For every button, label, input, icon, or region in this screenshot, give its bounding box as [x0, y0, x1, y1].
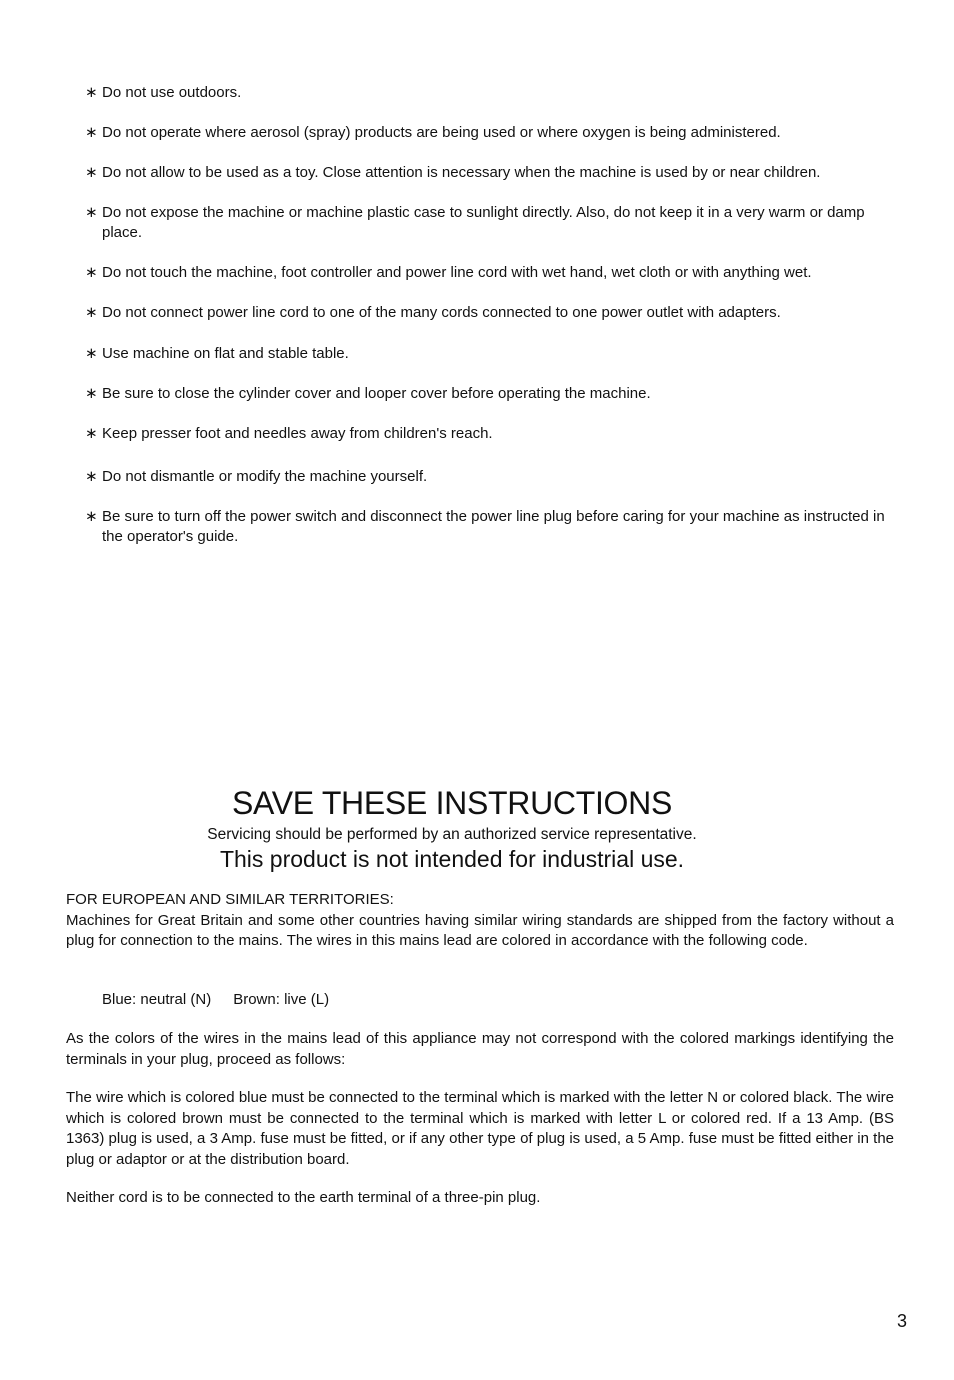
safety-bullet-text: Do not connect power line cord to one of the many cords connected to one power outlet with adapters.	[102, 304, 781, 321]
earth-terminal-paragraph: Neither cord is to be connected to the earth terminal of a three-pin plug.	[66, 1189, 541, 1206]
wiring-instructions-paragraph: The wire which is colored blue must be connected to the terminal which is marked with the letter N or colored black. The wire which is colored brown must be connected to the terminal which is marked with letter L or colored red. If a 13 Amp. (BS 1363) plug is used, a 3 Amp. fuse must be fitted, or if any other type of plug is used, a 5 Amp. fuse must be fitted either in the plug or adaptor or at the distribution board.	[66, 1089, 894, 1168]
servicing-note: Servicing should be performed by an authorized service representative.	[207, 826, 697, 843]
blue-wire-code: Blue: neutral (N)	[102, 991, 212, 1008]
safety-bullet-text: Do not operate where aerosol (spray) products are being used or where oxygen is being administered.	[102, 124, 781, 141]
safety-bullet-text: Do not dismantle or modify the machine yourself.	[102, 468, 428, 485]
safety-bullet-text: Do not use outdoors.	[102, 84, 242, 101]
safety-bullet	[85, 467, 900, 487]
brown-wire-code: Brown: live (L)	[233, 991, 330, 1008]
asterisk-icon: ∗	[85, 124, 98, 141]
asterisk-icon: ∗	[85, 508, 98, 525]
safety-bullet-text: Be sure to turn off the power switch and disconnect the power line plug before caring for your machine as instructed in the operator's guide.	[102, 508, 885, 545]
safety-bullet	[85, 263, 900, 283]
asterisk-icon: ∗	[85, 345, 98, 362]
save-instructions-heading: SAVE THESE INSTRUCTIONS	[232, 785, 672, 821]
european-territories-section	[66, 890, 894, 952]
european-intro-paragraph: Machines for Great Britain and some other countries having similar wiring standards are shipped from the factory without a plug for connection to the mains. The wires in this mains lead are colored in accordance with the following code.	[66, 911, 894, 949]
safety-bullet	[85, 123, 900, 143]
european-territories-heading: FOR EUROPEAN AND SIMILAR TERRITORIES:	[66, 891, 394, 908]
safety-bullet	[85, 83, 900, 103]
page-number: 3	[897, 1311, 908, 1331]
safety-bullet-text: Do not touch the machine, foot controller and power line cord with wet hand, wet cloth or with anything wet.	[102, 264, 812, 281]
asterisk-icon: ∗	[85, 164, 98, 181]
safety-bullet-text: Be sure to close the cylinder cover and looper cover before operating the machine.	[102, 385, 651, 402]
wire-color-code	[102, 990, 329, 1010]
colors-note-paragraph: As the colors of the wires in the mains lead of this appliance may not correspond with the colored markings identifying the terminals in your plug, proceed as follows:	[66, 1030, 894, 1068]
safety-bullet-text: Do not expose the machine or machine plastic case to sunlight directly. Also, do not keep it in a very warm or damp place.	[102, 204, 865, 241]
safety-bullet-text: Do not allow to be used as a toy. Close attention is necessary when the machine is used by or near children.	[102, 164, 821, 181]
safety-bullet-text: Keep presser foot and needles away from children's reach.	[102, 425, 493, 442]
safety-bullet	[85, 303, 900, 323]
safety-bullet-text: Use machine on flat and stable table.	[102, 345, 349, 362]
industrial-use-note: This product is not intended for industrial use.	[219, 846, 685, 872]
asterisk-icon: ∗	[85, 304, 98, 321]
asterisk-icon: ∗	[85, 425, 98, 442]
asterisk-icon: ∗	[85, 264, 98, 281]
safety-bullet	[85, 163, 900, 183]
safety-bullet	[85, 203, 900, 243]
safety-bullet-list	[85, 83, 900, 547]
safety-bullet	[85, 424, 900, 444]
safety-bullet	[85, 384, 900, 404]
safety-bullet	[85, 344, 900, 364]
safety-bullet	[85, 507, 900, 547]
asterisk-icon: ∗	[85, 385, 98, 402]
asterisk-icon: ∗	[85, 204, 98, 221]
asterisk-icon: ∗	[85, 84, 98, 101]
asterisk-icon: ∗	[85, 468, 98, 485]
